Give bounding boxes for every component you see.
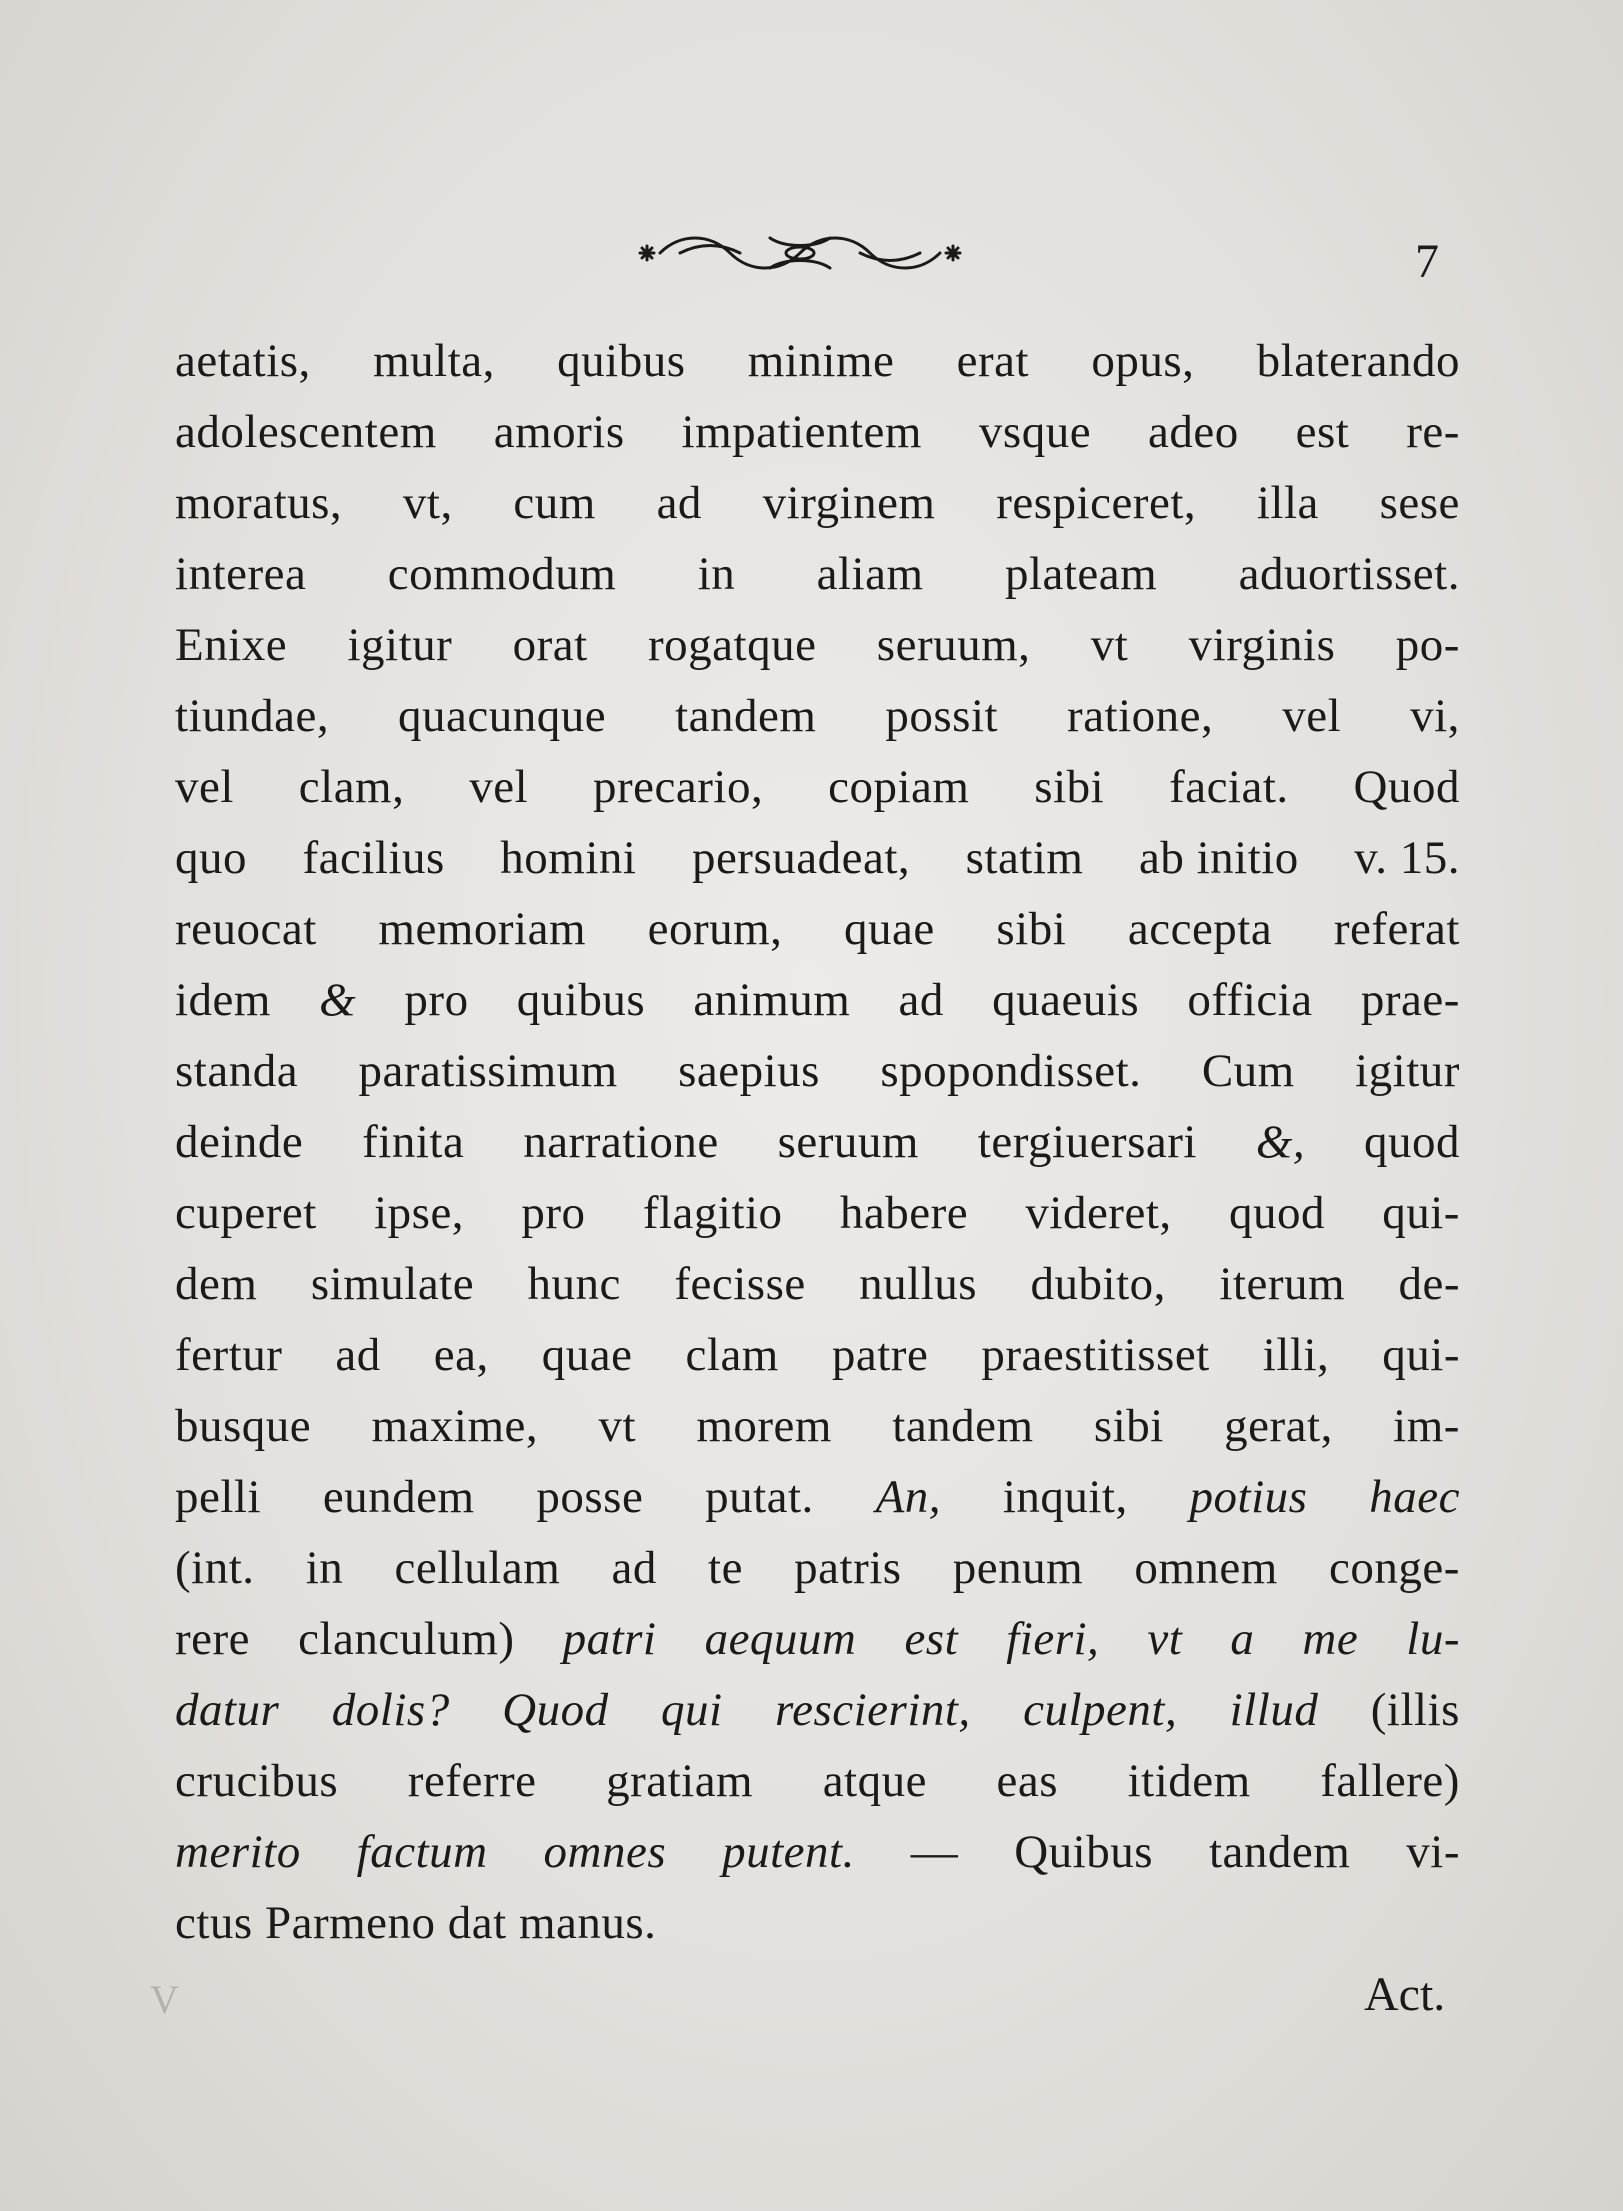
word: virginem [762,477,936,529]
word: dem [175,1258,258,1310]
word: tandem [892,1400,1034,1452]
word: illi, [1262,1329,1330,1381]
word: virginis [1188,619,1336,671]
word: inquit, [1002,1471,1128,1523]
word: eas [996,1755,1059,1807]
word: datur [175,1684,280,1736]
word: in [697,548,736,600]
word: quae [541,1329,633,1381]
word: posse [536,1471,644,1523]
word: copiam [828,761,970,813]
word: Enixe [175,619,288,671]
text-line [175,894,1460,965]
word: cum [513,477,596,529]
word: sibi [996,903,1067,955]
word: ab initio [1138,832,1299,884]
text-line [175,1746,1460,1817]
word: maxime, [371,1400,539,1452]
word: simulate [310,1258,475,1310]
word: ad [656,477,702,529]
word: quibus [557,335,686,387]
word: tiundae, [175,690,330,742]
word: quod [1228,1187,1325,1239]
word: gerat, [1224,1400,1333,1452]
word: me [1302,1613,1359,1665]
word: adolescentem [175,406,437,458]
word: saepius [678,1045,820,1097]
word: patris [794,1542,902,1594]
word: conge- [1329,1542,1460,1594]
word: standa [175,1045,299,1097]
word: atque [822,1755,927,1807]
word: in [305,1542,344,1594]
word: & [319,974,357,1026]
word: vt [598,1400,636,1452]
word: animum [693,974,851,1026]
text-line [175,1675,1460,1746]
word: re- [1406,406,1460,458]
text-line [175,1817,1460,1888]
word: vt [1090,619,1129,671]
word: vsque [978,406,1092,458]
word: qui- [1382,1187,1460,1239]
word: omnes [543,1826,667,1878]
word: memoriam [378,903,586,955]
word: orat [512,619,588,671]
text-line [175,1249,1460,1320]
word: (int. [175,1542,255,1594]
word: Quod [1353,761,1460,813]
word: haec [1369,1471,1460,1523]
word: clanculum) [298,1613,515,1665]
word: aliam [816,548,924,600]
text-line [175,1107,1460,1178]
word: prae- [1360,974,1460,1026]
word: videret, [1025,1187,1172,1239]
word: igitur [1355,1045,1460,1097]
word: de- [1398,1258,1460,1310]
text-line [175,1888,1460,1959]
word: po- [1395,619,1460,671]
word: quae [844,903,935,955]
word: seruum [777,1116,919,1168]
word: qui [661,1684,723,1736]
text-line [175,823,1460,894]
word: quod [1363,1116,1460,1168]
word: est [1295,406,1350,458]
word: vel [175,761,234,813]
word: aetatis, [175,335,311,387]
word: finita [362,1116,465,1168]
word: habere [839,1187,969,1239]
word: adeo [1147,406,1239,458]
word: putent. [722,1826,855,1878]
word: statim [965,832,1084,884]
word: impatientem [681,406,922,458]
word: quacunque [398,690,607,742]
word: vel [469,761,529,813]
word: quaeuis [992,974,1140,1026]
word: persuadeat, [691,832,911,884]
word: commodum [387,548,617,600]
word: aequum [704,1613,857,1665]
word: An, [875,1471,942,1523]
word: — [910,1826,959,1878]
word: plateam [1004,548,1158,600]
text-line [175,397,1460,468]
word: ad [898,974,944,1026]
word: vi, [1410,690,1460,742]
word: spopondisset. [880,1045,1142,1097]
word: accepta [1127,903,1273,955]
word: eorum, [647,903,783,955]
word: fecisse [674,1258,806,1310]
word: interea [175,548,307,600]
word: pro [521,1187,586,1239]
word: vel [1282,690,1342,742]
word: seruum, [876,619,1031,671]
word: respiceret, [996,477,1197,529]
page-number: 7 [1415,235,1439,288]
text-line [175,1604,1460,1675]
word: facilius [302,832,445,884]
word: culpent, [1023,1684,1178,1736]
word: faciat. [1169,761,1289,813]
word: referat [1333,903,1460,955]
word: factum [356,1826,488,1878]
word: busque [175,1400,312,1452]
text-line [175,1462,1460,1533]
word: quibus [516,974,646,1026]
word: patri [562,1613,657,1665]
catchword: Act. [1364,1968,1446,2021]
text-line [175,468,1460,539]
ornament-headpiece-icon [620,218,980,288]
text-line [175,610,1460,681]
word: (illis [1370,1684,1460,1736]
word: tergiuersari [977,1116,1197,1168]
word: nullus [859,1258,978,1310]
word: precario, [593,761,764,813]
word: rogatque [648,619,817,671]
word: ipse, [374,1187,465,1239]
word: penum [952,1542,1084,1594]
word: quo [175,832,247,884]
word: omnem [1134,1542,1278,1594]
word: narratione [523,1116,719,1168]
word: ratione, [1067,690,1214,742]
word: morem [696,1400,832,1452]
word: cuperet [175,1187,317,1239]
word: ad [335,1329,381,1381]
text-line [175,1391,1460,1462]
text-line [175,1320,1460,1391]
text-line [175,539,1460,610]
text-line [175,1178,1460,1249]
word: eundem [322,1471,475,1523]
text-line [175,326,1460,397]
word: merito [175,1826,301,1878]
word: a [1230,1613,1255,1665]
word: blaterando [1256,335,1460,387]
word: igitur [347,619,453,671]
word: lu- [1406,1613,1460,1665]
word: pro [404,974,469,1026]
text-line [175,752,1460,823]
body-text [175,326,1460,1959]
word: Parmeno [264,1897,436,1949]
word: &, [1255,1116,1306,1168]
word: qui- [1382,1329,1460,1381]
word: vi- [1406,1826,1460,1878]
word: fieri, [1006,1613,1100,1665]
text-line [175,1036,1460,1107]
word: ad [611,1542,657,1594]
word: vt, [402,477,453,529]
verse-reference: v. 15. [1354,832,1460,884]
word: possit [885,690,999,742]
word: rescierint, [775,1684,971,1736]
word: sese [1379,477,1460,529]
word: manus. [518,1897,657,1949]
word: officia [1187,974,1313,1026]
word: sibi [1034,761,1105,813]
word: flagitio [642,1187,783,1239]
word: patre [831,1329,929,1381]
word: pelli [175,1471,262,1523]
word: referre [407,1755,537,1807]
word: homini [500,832,637,884]
word: dat [447,1897,507,1949]
word: te [708,1542,743,1594]
word: illa [1256,477,1319,529]
text-line [175,965,1460,1036]
word: reuocat [175,903,317,955]
word: Cum [1201,1045,1295,1097]
word: crucibus [175,1755,339,1807]
word: idem [175,974,271,1026]
word: dubito, [1030,1258,1166,1310]
word: Quod [502,1684,609,1736]
text-line [175,1533,1460,1604]
word: itidem [1127,1755,1251,1807]
word: dolis? [331,1684,450,1736]
word: praestitisset [981,1329,1210,1381]
word: clam, [298,761,405,813]
word: ea, [433,1329,489,1381]
word: ctus [175,1897,253,1949]
word: rere [175,1613,251,1665]
word: amoris [493,406,625,458]
word: putat. [705,1471,814,1523]
word: opus, [1091,335,1195,387]
word: gratiam [606,1755,754,1807]
word: tandem [1208,1826,1351,1878]
word: iterum [1219,1258,1346,1310]
word: potius [1189,1471,1308,1523]
word: aduortisset. [1238,548,1460,600]
word: est [904,1613,959,1665]
text-line [175,681,1460,752]
word: illud [1229,1684,1319,1736]
word: clam [685,1329,779,1381]
word: tandem [675,690,817,742]
word: hunc [527,1258,621,1310]
word: deinde [175,1116,304,1168]
word: paratissimum [358,1045,618,1097]
word: moratus, [175,477,343,529]
margin-mark: V [150,1977,179,2022]
word: multa, [373,335,495,387]
word: Quibus [1014,1826,1154,1878]
word: vt [1147,1613,1183,1665]
word: fallere) [1320,1755,1460,1807]
word: sibi [1093,1400,1164,1452]
word: erat [956,335,1030,387]
word: cellulam [394,1542,561,1594]
word: fertur [175,1329,283,1381]
word: minime [747,335,895,387]
word: im- [1393,1400,1460,1452]
